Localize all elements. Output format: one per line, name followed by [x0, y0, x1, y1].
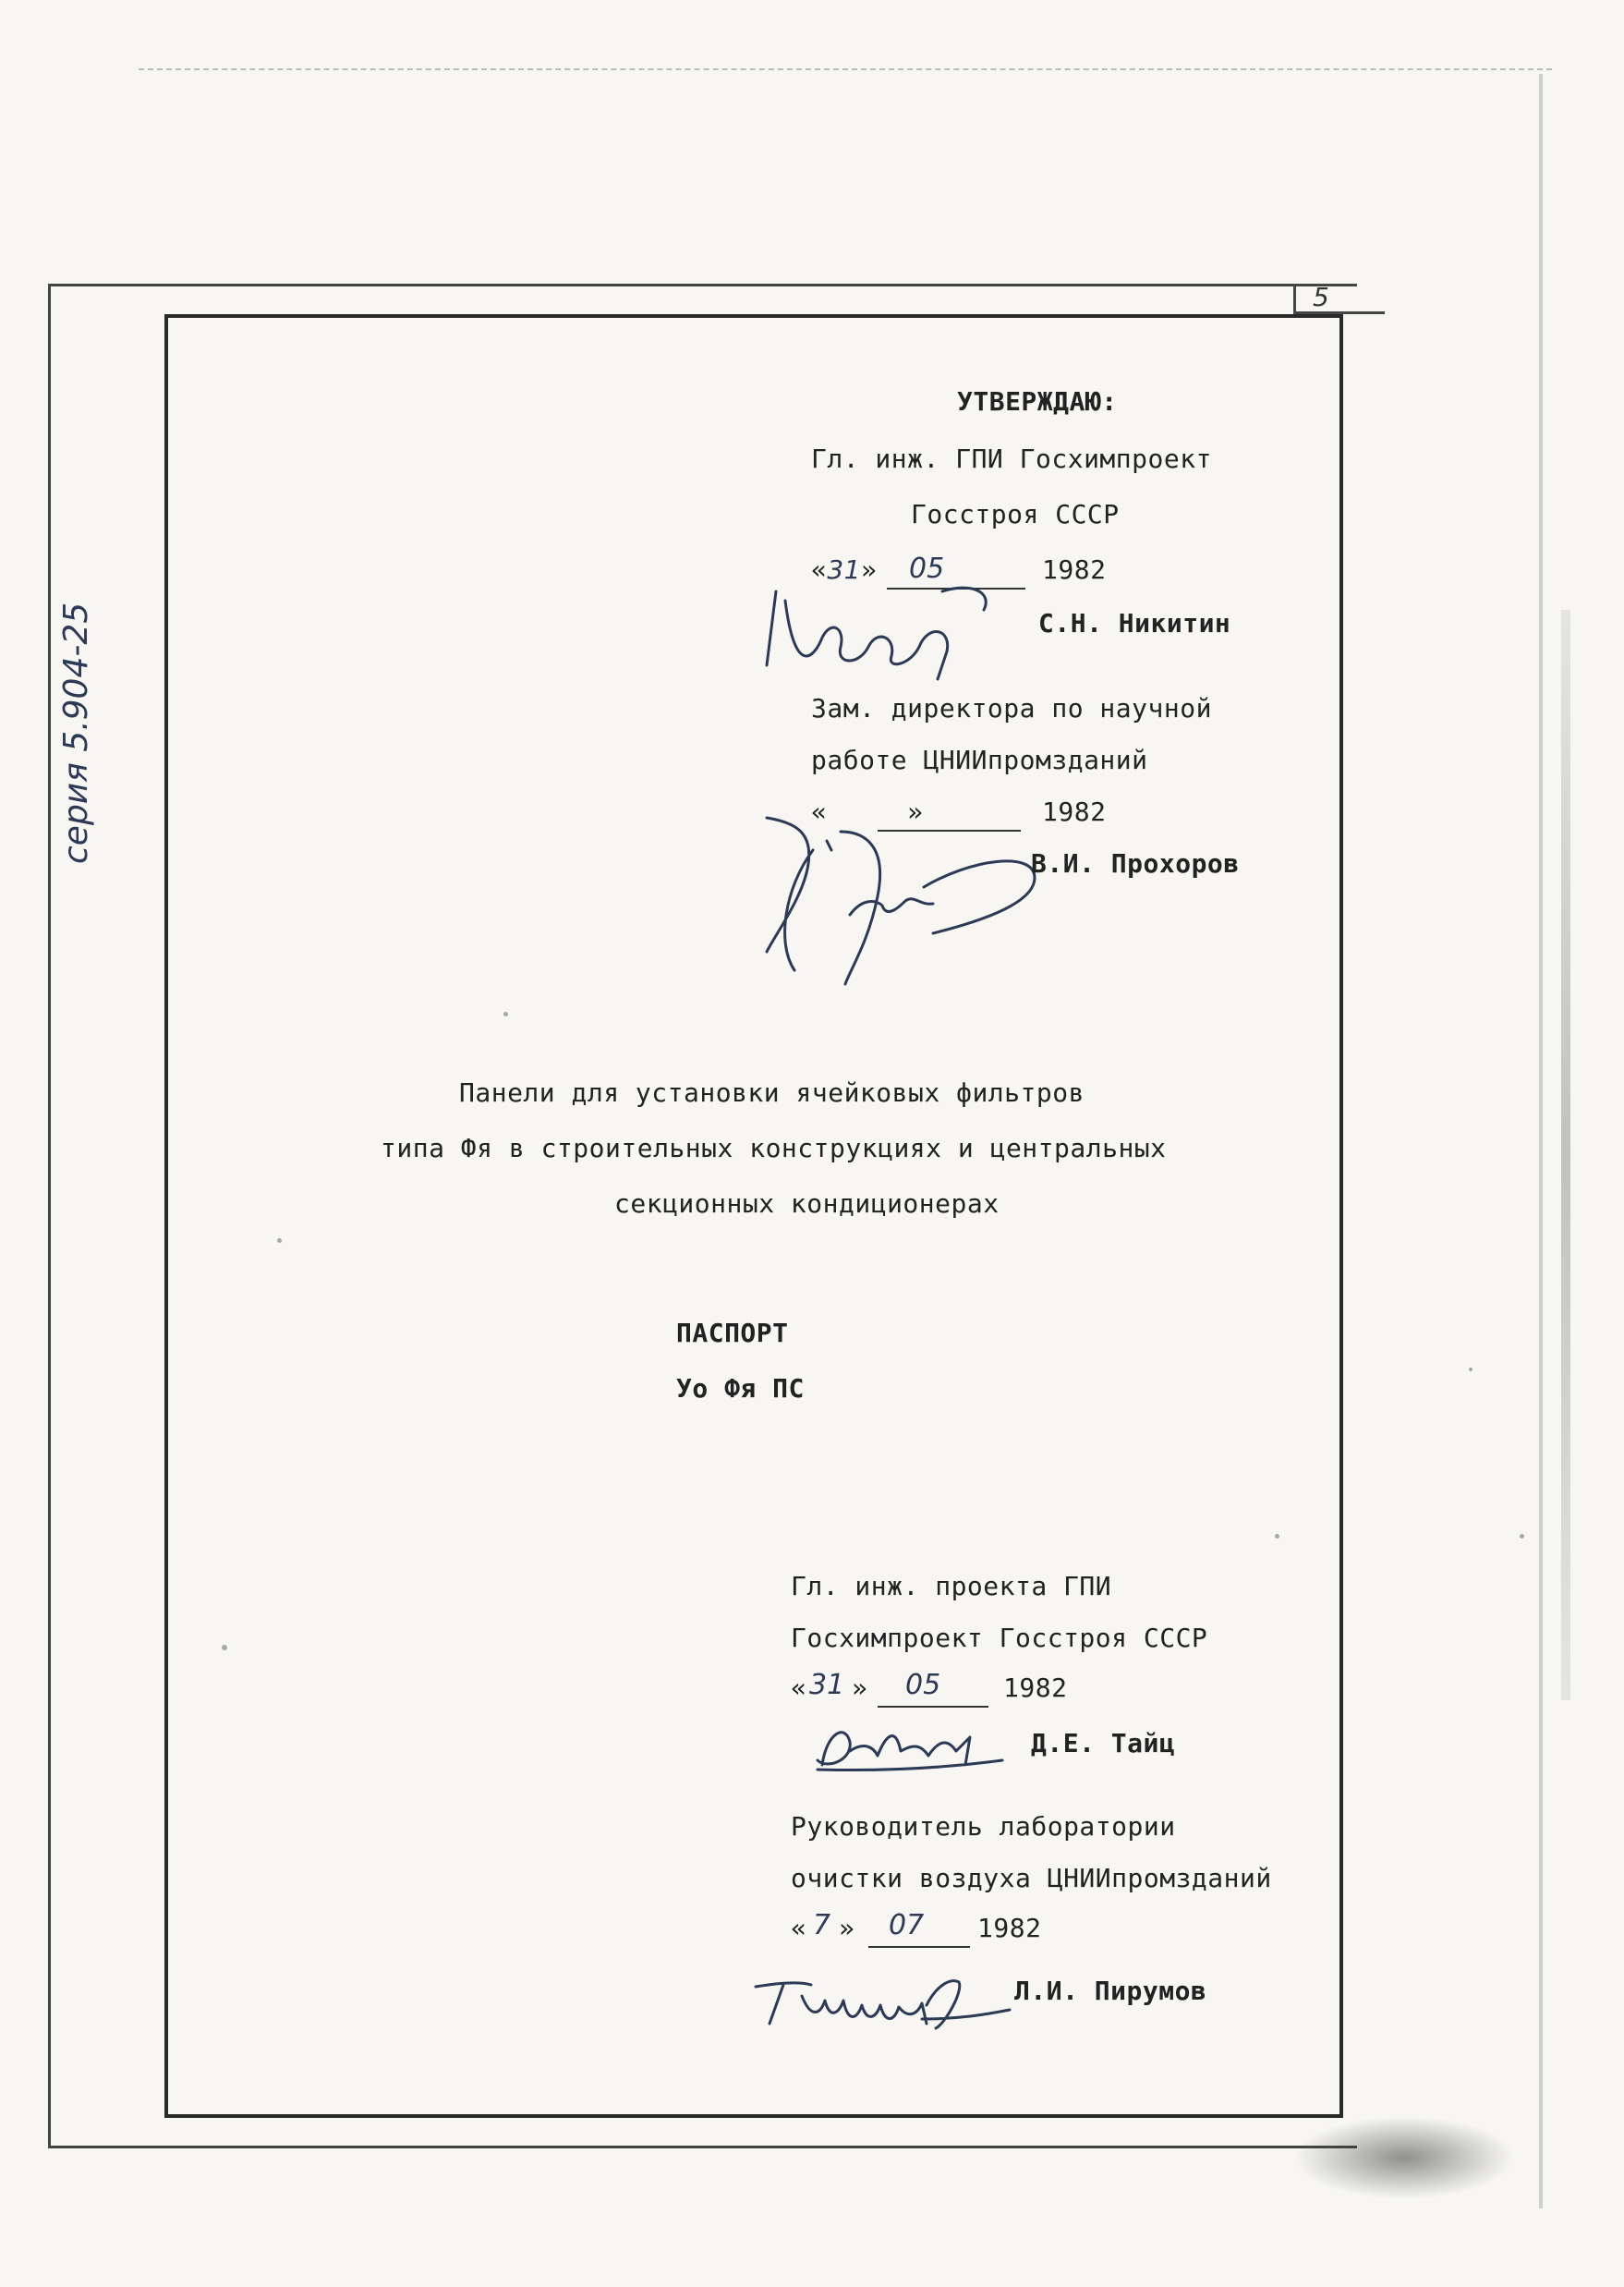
person4-date-close: »: [839, 1913, 855, 1943]
person4-day: 7: [813, 1909, 831, 1941]
person2-name: В.И. Прохоров: [1031, 848, 1240, 879]
person3-day: 31: [809, 1669, 845, 1701]
scan-speck: [1520, 1534, 1524, 1539]
scan-speck: [503, 1012, 508, 1016]
person1-date: «31»: [811, 554, 878, 585]
person2-title-line1: Зам. директора по научной: [811, 693, 1212, 724]
person3-month: 05: [905, 1669, 941, 1701]
scan-speck: [277, 1238, 282, 1243]
person1-month: 05: [909, 553, 945, 585]
scan-right-edge: [1539, 74, 1543, 2208]
person4-name: Л.И. Пирумов: [1014, 1976, 1207, 2006]
scan-top-edge: [139, 68, 1552, 70]
approve-heading: УТВЕРЖДАЮ:: [957, 386, 1118, 417]
title-line3: секционных кондиционерах: [614, 1188, 1000, 1219]
scan-speck: [222, 1645, 227, 1650]
person2-signature: [757, 813, 1053, 989]
person1-title-line1: Гл. инж. ГПИ Госхимпроект: [811, 444, 1212, 474]
scan-speck: [1469, 1368, 1473, 1371]
person2-date-quotes: « »: [811, 797, 924, 827]
person4-title-line1: Руководитель лаборатории: [791, 1811, 1176, 1842]
person3-signature: [808, 1714, 1021, 1779]
person1-name: С.Н. Никитин: [1038, 608, 1231, 639]
person1-title-line2: Госстроя СССР: [911, 499, 1120, 529]
series-note: серия 5.904-25: [57, 602, 95, 864]
person3-month-underline: [878, 1706, 988, 1708]
person3-year: 1982: [1003, 1673, 1068, 1703]
person3-title-line2: Госхимпроект Госстроя СССР: [791, 1623, 1208, 1653]
document-code: Уо Фя ПС: [676, 1373, 805, 1404]
document-type: ПАСПОРТ: [676, 1318, 789, 1348]
title-line2: типа Фя в строительных конструкциях и центральных: [381, 1133, 1167, 1163]
scan-binding-shadow: [1561, 610, 1570, 1700]
person2-year: 1982: [1042, 797, 1107, 827]
person4-date-open: «: [791, 1913, 807, 1943]
person4-title-line2: очистки воздуха ЦНИИпромзданий: [791, 1863, 1272, 1893]
person3-title-line1: Гл. инж. проекта ГПИ: [791, 1571, 1112, 1601]
person4-month-underline: [868, 1946, 970, 1948]
person4-month: 07: [889, 1909, 925, 1941]
page-number: 5: [1293, 284, 1385, 314]
person3-date-close: »: [852, 1673, 868, 1703]
person1-signature: [757, 573, 998, 684]
scan-smudge: [1293, 2116, 1515, 2199]
person4-year: 1982: [977, 1913, 1042, 1943]
person3-name: Д.Е. Тайц: [1031, 1728, 1176, 1758]
title-line1: Панели для установки ячейковых фильтров: [459, 1077, 1085, 1108]
person1-year: 1982: [1042, 554, 1107, 585]
person2-title-line2: работе ЦНИИпромзданий: [811, 745, 1148, 775]
scan-speck: [1275, 1534, 1279, 1539]
person3-date-open: «: [791, 1673, 807, 1703]
person1-day: 31: [827, 554, 861, 585]
person4-signature: [746, 1968, 1014, 2033]
